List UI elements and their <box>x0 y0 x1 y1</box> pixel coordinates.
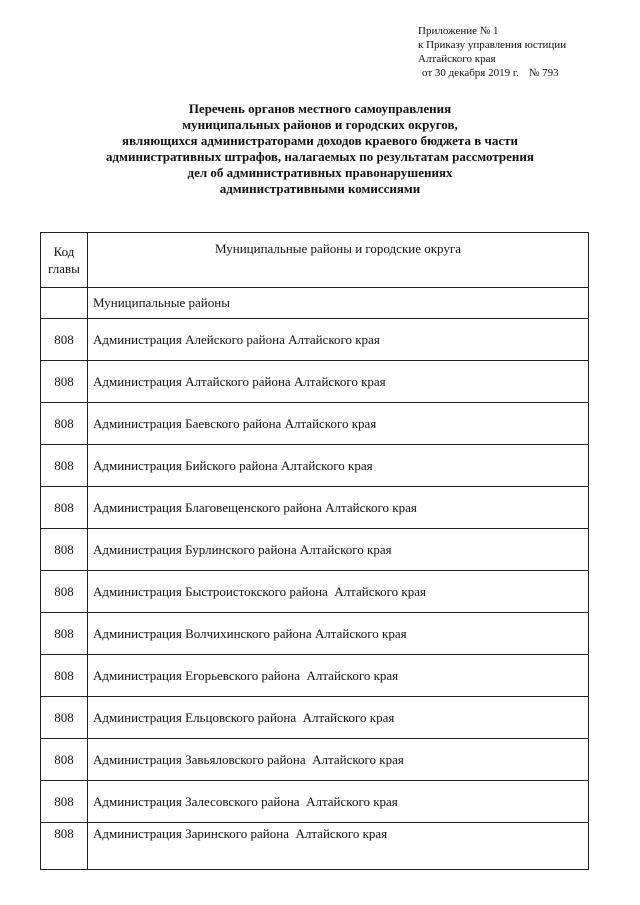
row-name: Администрация Алтайского района Алтайского края <box>88 361 589 403</box>
header-name: Муниципальные районы и городские округа <box>88 233 589 288</box>
table-row <box>41 445 589 487</box>
row-name: Администрация Завьяловского района Алтайского края <box>88 739 589 781</box>
section-row <box>41 288 589 319</box>
table-header-row <box>41 233 589 288</box>
row-name: Администрация Залесовского района Алтайского края <box>88 781 589 823</box>
table-row <box>41 655 589 697</box>
table-row <box>41 781 589 823</box>
row-code: 808 <box>41 361 88 403</box>
title-line: административными комиссиями <box>219 181 421 196</box>
row-name: Администрация Благовещенского района Алтайского края <box>88 487 589 529</box>
title-line: административных штрафов, налагаемых по результатам рассмотрения <box>106 149 534 164</box>
row-name: Администрация Ельцовского района Алтайского края <box>88 697 589 739</box>
header-code-line-1: Код <box>53 244 75 259</box>
row-code: 808 <box>41 781 88 823</box>
row-code: 808 <box>41 571 88 613</box>
section-label: Муниципальные районы <box>88 288 589 319</box>
row-name: Администрация Волчихинского района Алтайского края <box>88 613 589 655</box>
administrators-table <box>40 232 589 870</box>
row-name: Администрация Алейского района Алтайского края <box>88 319 589 361</box>
title-line: муниципальных районов и городских округов, <box>182 117 458 132</box>
appendix-date: от 30 декабря 2019 г. <box>422 67 519 79</box>
table-row <box>41 361 589 403</box>
row-code: 808 <box>41 697 88 739</box>
row-name: Администрация Бурлинского района Алтайского края <box>88 529 589 571</box>
table-row <box>41 613 589 655</box>
table-row <box>41 529 589 571</box>
row-name: Администрация Егорьевского района Алтайского края <box>88 655 589 697</box>
table-row <box>41 403 589 445</box>
table-row <box>41 487 589 529</box>
table-row <box>41 571 589 613</box>
row-code: 808 <box>41 823 88 870</box>
row-code: 808 <box>41 613 88 655</box>
row-code: 808 <box>41 319 88 361</box>
row-name: Администрация Заринского района Алтайского края <box>88 823 589 870</box>
row-code: 808 <box>41 487 88 529</box>
table-row <box>41 739 589 781</box>
table-row <box>41 823 589 870</box>
row-code: 808 <box>41 445 88 487</box>
appendix-line-2: к Приказу управления юстиции <box>418 39 567 51</box>
section-code-cell <box>41 288 88 319</box>
appendix-block <box>418 24 566 80</box>
appendix-date-line <box>418 66 566 80</box>
title-line: дел об административных правонарушениях <box>187 165 453 180</box>
row-code: 808 <box>41 739 88 781</box>
title-line: Перечень органов местного самоуправления <box>188 101 452 116</box>
row-name: Администрация Баевского района Алтайского края <box>88 403 589 445</box>
appendix-line-1: Приложение № 1 <box>418 25 499 37</box>
title-line: являющихся администраторами доходов краевого бюджета в части <box>122 133 518 148</box>
row-code: 808 <box>41 403 88 445</box>
row-code: 808 <box>41 529 88 571</box>
row-name: Администрация Бийского района Алтайского края <box>88 445 589 487</box>
row-code: 808 <box>41 655 88 697</box>
header-code <box>41 233 88 288</box>
document-title <box>60 101 580 197</box>
table-row <box>41 319 589 361</box>
header-code-line-2: главы <box>48 261 80 276</box>
row-name: Администрация Быстроистокского района Алтайского края <box>88 571 589 613</box>
appendix-line-3: Алтайского края <box>418 53 496 65</box>
appendix-number: № 793 <box>528 67 559 79</box>
table-row <box>41 697 589 739</box>
